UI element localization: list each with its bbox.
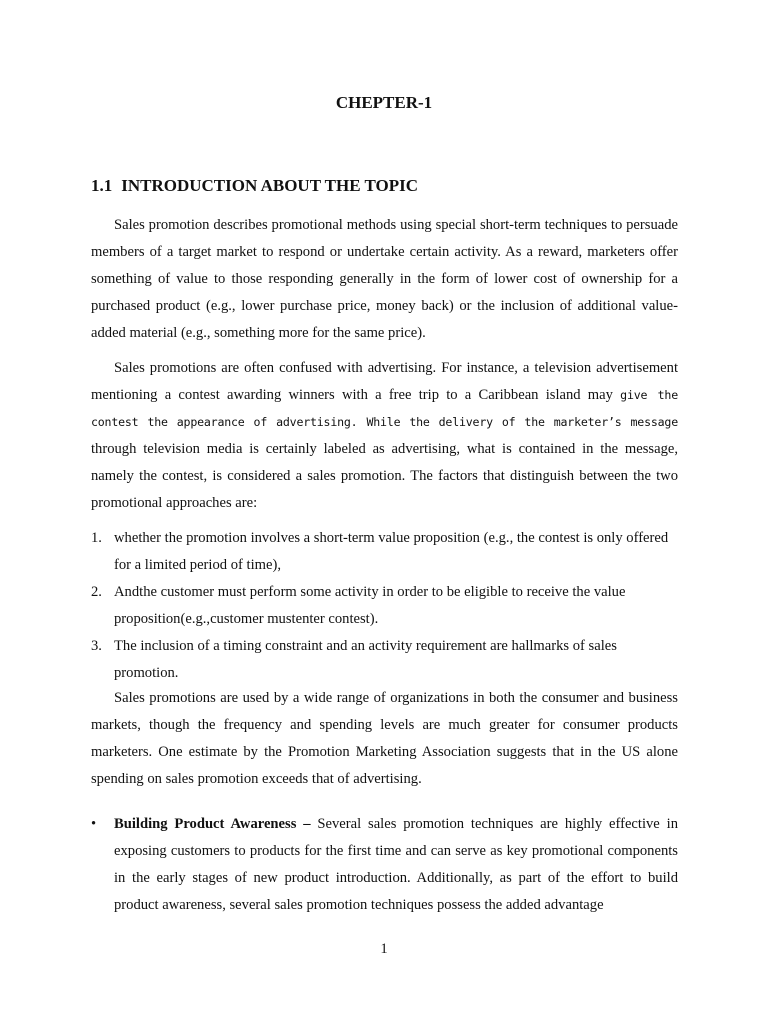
list-item bbox=[91, 525, 678, 579]
section-number: 1.1 bbox=[91, 176, 113, 195]
list-marker: 1. bbox=[91, 530, 102, 546]
list-marker: 2. bbox=[91, 584, 102, 600]
paragraph-advertising-end: through television media is certainly labeled as advertising, what is contained in the message, namely the contest, is considered a sales promotion. The factors that distinguish between the two promotional approaches are: bbox=[91, 441, 678, 511]
factors-list bbox=[91, 525, 678, 687]
chapter-title: CHEPTER-1 bbox=[335, 93, 433, 112]
section-title: INTRODUCTION ABOUT THE TOPIC bbox=[121, 176, 419, 195]
list-item-text: Andthe customer must perform some activity in order to be eligible to receive the value proposition(e.g.,customer mustenter contest). bbox=[114, 584, 626, 627]
bullet-text bbox=[114, 811, 678, 919]
paragraph-advertising bbox=[91, 355, 678, 517]
list-marker: 3. bbox=[91, 638, 102, 654]
bullet-icon: • bbox=[91, 816, 97, 832]
section-heading bbox=[91, 175, 418, 197]
bullet-lead: Building Product Awareness – bbox=[114, 816, 311, 832]
list-item-text: whether the promotion involves a short-term value proposition (e.g., the contest is only offered for a limited period of time), bbox=[114, 530, 669, 573]
paragraph-advertising-mono: give the contest the appearance of advertising. While the delivery of the marketer’s message bbox=[91, 388, 678, 429]
paragraph-intro: Sales promotion describes promotional methods using special short-term techniques to persuade members of a target market to respond or undertake certain activity. As a reward, marketers offer something of value to those responding generally in the form of lower cost of ownership for a purchased product (e.g., lower purchase price, money back) or the inclusion of additional value-added material (e.g., something more for the same price). bbox=[91, 217, 678, 341]
paragraph-organizations: Sales promotions are used by a wide range of organizations in both the consumer and business markets, though the frequency and spending levels are much greater for consumer products marketers. One estimate by the Promotion Marketing Association suggests that in the US alone spending on sales promotion exceeds that of advertising. bbox=[91, 690, 678, 787]
paragraph-advertising-start: Sales promotions are often confused with advertising. For instance, a television advertisement mentioning a contest awarding winners with a free trip to a Caribbean island may bbox=[91, 360, 678, 403]
list-item bbox=[91, 579, 678, 633]
list-item bbox=[91, 633, 678, 687]
bullet-product-awareness bbox=[91, 811, 678, 919]
list-item-text: The inclusion of a timing constraint and an activity requirement are hallmarks of sales promotion. bbox=[114, 638, 617, 681]
page-number: 1 bbox=[380, 941, 388, 957]
bullet-body: Several sales promotion techniques are highly effective in exposing customers to products for the first time and can serve as key promotional components in the early stages of new product introduction. Additionally, as part of the effort to build product awareness, several sales promotion techniques possess the added advantage bbox=[114, 816, 678, 913]
